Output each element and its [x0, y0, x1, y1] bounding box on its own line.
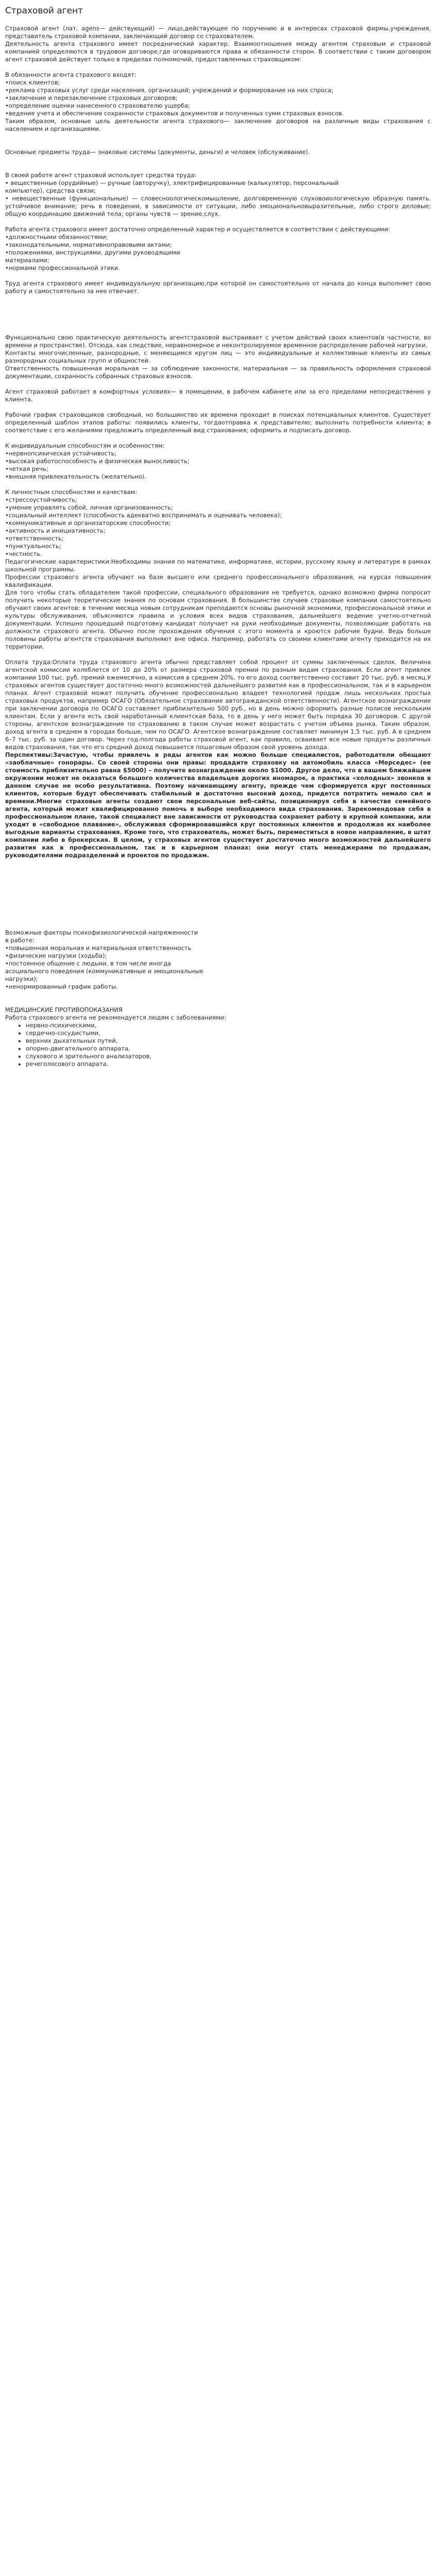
list-item: • речеголосового аппарата.: [26, 1060, 431, 1068]
paragraph: Педагогические характеристики:Необходимы знания по математике, информатике, истории, русскому языку и литературе в рамках школьной программы.: [5, 558, 431, 573]
paragraph: Перспективы:Зачастую, чтобы привлечь в ряды агентов как можно больше специалистов, работодатели обещают «заоблачные» гонорары. Со своей стороны они правы: продадите страховку на автомобиль класса «Мерседес» (ее стоимость приблизительно равна $5000) – получите вознаграждение около $1000. Другое дело, что в вашем ближайшем окружении может не оказаться большого количества владельцев дорогих иномарок, а практика «холодных» звонков в данном случае не особо результативна. Поэтому начинающему агенту, прежде чем сформируется круг постоянных клиентов, которые будут обеспечивать стабильный и достаточно высокий доход, придется потратить немало сил и времени.Многие страховые агенты создают свои персональные веб-сайты, позиционируя себя в качестве семейного агента, который может квалифицированно помочь в выборе необходимого вида страхования. Зарекомендовав себя в профессиональном плане, такой специалист вне зависимости от руководства сохраняет работу в крупной компании, или уходит в «свободное плавание», обслуживая сформировавшийся круг постоянных клиентов и продолжая их наиболее выгодные варианты страхования. Кроме того, что страхователь, может быть, переместиться в новое направление, в штат компании либо в брокерская. В целом, у страховых агентов существует достаточно много возможностей дальнейшего развития как в профессиональном, так и в карьерном планах: они могут стать менеджерами по продажам, руководителями подразделений и проектов по продажам.: [5, 751, 431, 859]
paragraph: •повышенная моральная и материальная ответственность: [5, 944, 191, 952]
paragraph: •законодательными, нормативноправовыми актами;: [5, 241, 172, 248]
paragraph: Контакты многочисленные, разнородные, с меняющимся кругом лиц — это индивидуальные и коллективные клиенты из самых разнородных социальных групп и общностей.: [5, 349, 431, 364]
paragraph: В обязанности агента страхового входят:: [5, 71, 136, 78]
paragraph: •внешняя привлекательность (желательно).: [5, 473, 147, 480]
paragraph: •умение управлять собой, личная организованность;: [5, 504, 173, 511]
spacer: [5, 403, 431, 411]
list-item: • сердечно-сосудистыми,: [26, 1029, 431, 1037]
list-item: • нервно-психическими,: [26, 1022, 431, 1029]
spacer: [5, 295, 431, 334]
paragraph: компьютер), средства связи;: [5, 187, 96, 194]
spacer: [5, 859, 431, 929]
spacer: [5, 63, 431, 71]
paragraph: •ответственность;: [5, 535, 64, 542]
paragraph: Работа агента страхового имеет достаточно определенный характер и осуществляется в соответствии с действующими:: [5, 226, 390, 233]
paragraph: •должностными обязанностями;: [5, 233, 108, 241]
paragraph: •нервнопсихическая устойчивость;: [5, 450, 117, 457]
paragraph: асоциального поведения (коммуникативные и эмоциональные: [5, 968, 203, 975]
paragraph: Агент страховой работает в комфортных условиях— в помещении, в рабочем кабинете или за его пределами непосредственно у клиента.: [5, 388, 431, 403]
paragraph: •активность и инициативность;: [5, 527, 106, 534]
paragraph: материалами;: [5, 257, 49, 264]
paragraph: Деятельность агента страхового имеет посреднический характер. Взаимоотношения между агентом страховым и страховой компанией определяются в трудовом договоре,где оговариваются права и обязанности сторон. В соответствии с таким договором агент страховой действует только в пределах полномочий, предоставленных страховщиком:: [5, 40, 431, 63]
paragraph: •стрессоустойчивость;: [5, 496, 77, 503]
paragraph: •постоянное общение с людьми, в том числе иногда: [5, 960, 171, 967]
spacer: [5, 481, 431, 488]
spacer: [5, 133, 431, 148]
paragraph: В своей работе агент страховой использует средства труда:: [5, 172, 197, 179]
paragraph: •положениями, инструкциями, другими руководящими: [5, 249, 180, 256]
document-body: [5, 25, 431, 1068]
paragraph: •определение оценки нанесенного страхователю ущерба;: [5, 102, 190, 109]
paragraph: •коммуникативные и организаторские способности;: [5, 519, 171, 527]
paragraph: Рабочий график страховщиков свободный, но большинство их времени проходит в поисках потенциальных клиентов. Существует определенный шаблон этапов работы: появились клиенты, тогдаотправка к представителю; выполнить потребности клиента; в соответствие с его желаниями предложить определенный вид страхования; оформить и подписать договор.: [5, 411, 431, 434]
contraindications-list: [5, 1022, 431, 1068]
spacer: [5, 991, 431, 1006]
paragraph: •нормами профессиональной этики.: [5, 264, 120, 272]
paragraph: •физические нагрузки (ходьба);: [5, 952, 107, 959]
spacer: [5, 651, 431, 658]
paragraph: Возможные факторы психофизиологической напряженности: [5, 929, 198, 936]
list-item: • верхних дыхательных путей,: [26, 1037, 431, 1045]
list-item: • слухового и зрительного анализаторов,: [26, 1053, 431, 1060]
paragraph: нагрузки);: [5, 975, 38, 982]
paragraph: Труд агента страхового имеет индивидуальную организацию,при которой он самостоятельно от начала до конца выполняет свою работу и самостоятельно за нее отвечает.: [5, 280, 431, 295]
paragraph: •ведение учета и обеспечение сохранности страховых документов и полученных сумм страховых взносов.: [5, 110, 344, 117]
paragraph: •заключение и перезаключение страховых договоров;: [5, 94, 178, 101]
paragraph: Ответственность повышенная моральная — за соблюдение законности, материальная — за правильность оформления страховой документации, сохранность собранных страховых взносов.: [5, 365, 431, 380]
page-title: Страховой агент: [5, 6, 83, 16]
spacer: [5, 272, 431, 280]
spacer: [5, 434, 431, 442]
section-heading: МЕДИЦИНСКИЕ ПРОТИВОПОКАЗАНИЯ: [5, 1006, 123, 1013]
paragraph: К личностным способностям и качествам:: [5, 488, 137, 496]
paragraph: Страховой агент (лат. agens— действующий) — лицо,действующее по поручению и в интересах страховой фирмы,учреждения, представитель страховой компании, заключающий договор со страхователем.: [5, 25, 431, 40]
paragraph: Для того чтобы стать обладателем такой профессии, специального образования не требуется, однако возможно фирма попросит получить некоторые теоретические знания по основам страхования. В большинстве случаев страховые компании самостоятельно обучают своих агентов: в течение месяца новым сотрудникам преподаются основы рыночной экономики, профессиональной этики и культуры обслуживания, объясняются правила и условия всех видов страхования, дальнейшего ведение учетно-отчетной документации. Успешно прошедший подготовку кандидат получает на руки необходимые документы, позволяющие работать на должности страхового агента. Обычно после прохождения обучения с этого момента и кроются рабочие будни. Ведь больше половины работы агентств страхования выполняют вне офиса. Например, работать со своими клиентами агенту приходится на их территории.: [5, 589, 431, 650]
paragraph: Оплата труда:Оплата труда страхового агента обычно представляет собой процент от суммы заключенных сделок. Величина агентской комиссии колеблется от 10 до 20% от размера страховой премии по разным видам страхования. Если агент привлек компании 100 тыс. руб. премий ежемесячно, а комиссия в среднем 20%, то его доход соответственно составит 20 тыс. руб. в месяц.У страховых агентов существует достаточно много возможностей дальнейшего развития как в профессиональном, так и в карьерном планах. Агент страховой может получить обучение профессионально владеет технологией продаж лишь нескольких простых страховых продуктов, например ОСАГО (Обязательное страхование автогражданской ответственности). Агентское вознаграждение при заключении договора по ОСАГО составляет приблизительно 500 руб., но в день можно оформить разные полисов нескольким клиентам. Если у агента есть свой наработанный клиентская база, то в день у него может быть порядка 30 договоров. С другой стороны, агентское вознаграждение по страхованию в таком случае может возрастать с учетом объема рынка. Таким образом, доход агента в среднем в городах больше, чем по ОСАГО. Агентское вознаграждение составляет минимум 1,5 тыс. руб. А в среднем 6–7 тыс. руб. за один договор. Через год-полгода работы страховой агент, как правило, осваивает все новые продукты различных видов страхования, так что его средний доход повышается пошаговым образом свой уровень дохода.: [5, 658, 431, 751]
paragraph: •ненормированный график работы.: [5, 983, 118, 990]
paragraph: Профессии страхового агента обучают на базе высшего или среднего профессионального образования, на курсах повышения квалификации.: [5, 573, 431, 588]
paragraph: К индивидуальным способностям и особенностям:: [5, 442, 165, 449]
paragraph: • вещественные (орудийные) — ручные (авторучку), электрифицированные (калькулятор, персональный: [5, 179, 339, 187]
paragraph: •честность.: [5, 550, 42, 557]
paragraph: • невещественные (функциональные) — словесноологическомышление, долговременную слуховоиологическую образную память. устойчивое внимание; речь в поведении, в зависимости от ситуации, либо эмоциональновыразительные, либо строго деловые; общую координацию движений тела; органы чувств — зрение,слух.: [5, 195, 431, 217]
list-item: • опорно-двигательного аппарата,: [26, 1045, 431, 1053]
spacer: [5, 218, 431, 226]
paragraph: в работе:: [5, 937, 34, 944]
paragraph: Таким образом, основные цель деятельности агента страхового— заключение договоров на различные виды страхования с населением и организациями.: [5, 117, 431, 132]
paragraph: Основные предметы труда— знаковые системы (документы, деньги) и человек (обслуживание).: [5, 148, 310, 156]
document-page: [0, 0, 436, 1078]
paragraph: •социальный интеллект (способность адекватно воспринимать и оценивать человека);: [5, 512, 282, 519]
spacer: [5, 156, 431, 172]
paragraph: •пунктуальность;: [5, 543, 61, 550]
paragraph: •реклама страховых услуг среди населения, организаций; учреждений и формирование на них спроса;: [5, 87, 334, 94]
paragraph: Функционально свою практическую деятельность агентстраховой выстраивает с учетом действий своих клиентов(в частности, во времени и пространстве). Отсюда, как следствие, неравномерное и неконтролируемое временное распределение рабочей нагрузки.: [5, 334, 431, 349]
spacer: [5, 380, 431, 388]
paragraph: Работа страхового агента не рекомендуется людям с заболеваниями:: [5, 1014, 226, 1021]
paragraph: •высокая работоспособность и физическая выносливость;: [5, 457, 189, 465]
paragraph: •четкая речь;: [5, 465, 48, 472]
paragraph: •поиск клиентов;: [5, 79, 60, 86]
